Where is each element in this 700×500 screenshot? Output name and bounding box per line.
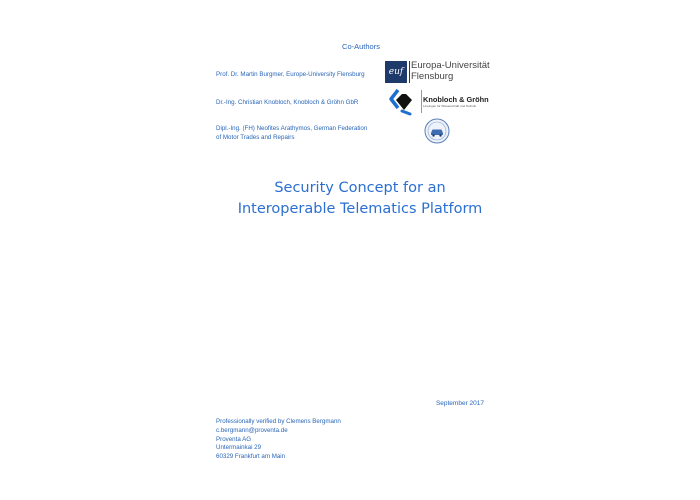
document-title: [210, 178, 510, 220]
europa-universitaet-logo: [385, 61, 495, 85]
euf-logo-text: [411, 61, 490, 82]
knobloch-groehn-logo: [388, 87, 498, 117]
knobloch-logo-subtitle: Lösungen für Wissenschaft und Technik: [423, 104, 476, 108]
author-knobloch: Dr.-Ing. Christian Knobloch, Knobloch & Gröhn GbR: [216, 99, 359, 106]
footer-street: Untermainkai 29: [216, 444, 262, 452]
knobloch-diamond-icon: [388, 87, 420, 117]
coauthors-heading: Co-Authors: [342, 42, 380, 51]
knobloch-logo-divider: [421, 90, 422, 113]
document-title-line2: Interoperable Telematics Platform: [237, 201, 483, 217]
publication-date: September 2017: [435, 400, 484, 407]
author-arathymos: [216, 124, 367, 142]
zdk-seal-icon: [424, 118, 450, 144]
verification-footer: [216, 418, 341, 462]
author-arathymos-line2: of Motor Trades and Repairs: [216, 134, 295, 141]
euf-logo-line2: Flensburg: [411, 70, 454, 82]
author-arathymos-line1: Dipl.-Ing. (FH) Neofites Arathymos, German Federation: [216, 125, 368, 132]
footer-email: c.bergmann@proventa.de: [216, 426, 288, 434]
footer-company: Proventa AG: [216, 435, 252, 443]
footer-verified-by: Professionally verified by Clemens Bergmann: [216, 418, 341, 425]
euf-logo-mark: euf: [385, 61, 407, 83]
euf-logo-divider: [409, 61, 410, 83]
document-title-line1: Security Concept for an: [274, 180, 446, 196]
knobloch-logo-name: Knobloch & Gröhn: [423, 95, 489, 104]
euf-logo-line1: Europa-Universität: [411, 60, 490, 71]
footer-city: 60329 Frankfurt am Main: [216, 453, 286, 461]
author-burgmer: Prof. Dr. Martin Burgmer, Europe-University Flensburg: [216, 71, 365, 78]
